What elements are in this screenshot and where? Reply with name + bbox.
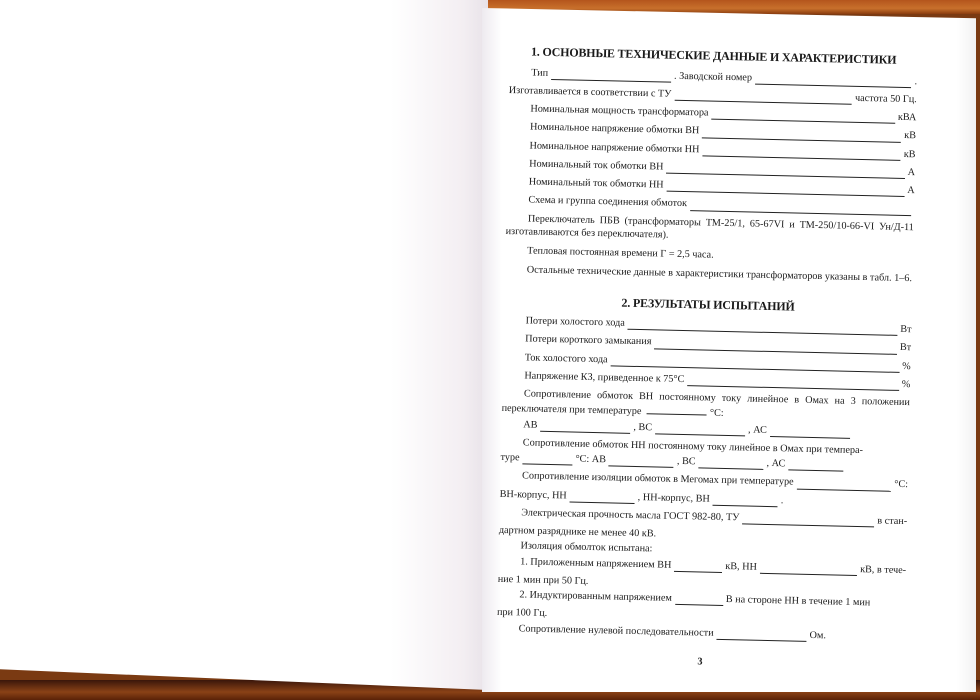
field-label: Ток холостого хода [524,352,608,365]
test1-note: ние 1 мин при 50 Гц. [497,573,589,587]
insulation-row-b: ВН-корпус, НН , НН-корпус, ВН . [499,488,784,507]
ohm-label: Ом. [809,629,827,642]
field-unit: Вт [899,342,912,354]
lv-current-field[interactable] [666,181,904,197]
hv-resistance-label: Сопротивление обмоток ВН постоянному току линейное в Омах на 3 положении переключателя при температуре [501,388,910,418]
test2-note: при 100 Гц. [496,607,548,620]
test1-label: 1. Приложенным напряжением ВН [520,556,672,571]
insulation-temp-field[interactable] [796,478,891,491]
test1-hv-field[interactable] [674,561,722,573]
lv-case-label: , НН-корпус, ВН [637,491,710,505]
hv-bc-field[interactable] [655,423,745,436]
section2-title: 2. РЕЗУЛЬТАТЫ ИСПЫТАНИЙ [621,295,795,314]
field-label: Схема и группа соединения обмоток [528,194,688,210]
field-unit: кВ [903,148,916,160]
tu-label: Изготавливается в соответствии с ТУ [508,84,672,100]
serial-field[interactable] [755,73,912,88]
lv-temp-field[interactable] [522,454,572,466]
serial-label: . Заводской номер [673,70,753,84]
test2-suffix: В на стороне НН в течение 1 мин [725,594,871,609]
field-label: Напряжение КЗ, приведенное к 75°С [524,370,685,385]
type-row: Тип . Заводской номер . [531,67,918,87]
ac-label: , АС [766,458,786,470]
field-label: Номинальный ток обмотки НН [528,176,664,191]
hv-current-field[interactable] [666,163,905,179]
tu-field[interactable] [674,90,852,105]
field-label: Потери короткого замыкания [525,333,652,348]
no-load-current-field[interactable] [610,355,899,373]
test2-field[interactable] [675,594,723,606]
hv-ab-field[interactable] [540,421,630,434]
field-unit: кВ [904,130,917,142]
field-label: Номинальная мощность трансформатора [530,103,709,119]
test1-suffix: кВ, в тече- [860,563,907,576]
field-unit: А [907,185,915,197]
ab-label: АВ [523,419,538,431]
deg-label: °С: [709,408,724,420]
zero-seq-label: Сопротивление нулевой последовательности [518,623,714,639]
other-note: Остальные технические данные в характеристики трансформаторов указаны в табл. 1–6. [526,264,913,285]
lv-temp-label: туре [500,452,520,464]
oil-suffix: в стан- [877,515,908,528]
page-content [496,40,918,673]
test2-label: 2. Индуктированным напряжением [519,589,672,605]
ac-label: , АС [747,424,767,436]
test1-lv-field[interactable] [760,563,857,576]
no-load-loss-field[interactable] [628,319,898,336]
insulation-tested: Изоляция обмолток испытана: [520,540,653,555]
hv-ac-field[interactable] [770,426,850,439]
oil-label: Электрическая прочность масла ГОСТ 982-80, ТУ [521,507,740,524]
oil-note: дартном разряднике не менее 40 кВ. [498,525,657,540]
field-label: Номинальное напряжение обмотки НН [529,140,700,155]
switch-note: Переключатель ПБВ (трансформаторы ТМ-25/1, 65-67VI и ТМ-250/10-66-VI Ун/Д-11 изготавливаются без переключателя). [505,213,914,241]
insulation-label: Сопротивление изоляции обмоток в Мегомах при температуре [521,470,794,488]
type-label: Тип [531,67,549,79]
short-circuit-loss-field[interactable] [654,338,897,354]
lv-ab-label: °С: АВ [575,453,607,466]
lv-ac-field[interactable] [788,460,843,472]
lv-ab-field[interactable] [609,456,674,468]
type-field[interactable] [551,69,671,83]
field-unit: А [907,166,916,179]
hv-voltage-field[interactable] [702,127,901,143]
freq-label: частота 50 Гц. [854,92,917,106]
lv-bc-field[interactable] [698,458,763,470]
field-unit: Вт [900,324,912,336]
lv-resistance-text: Сопротивление обмоток НН постоянному току линейное в Омах при темпера- [522,437,864,457]
blank-left-page [0,0,488,690]
power-field[interactable] [711,109,895,124]
test1-lv-label: кВ, НН [725,560,758,573]
sc-voltage-field[interactable] [687,375,899,391]
field-label: Номинальный ток обмотки ВН [529,158,664,173]
section1-title: 1. ОСНОВНЫЕ ТЕХНИЧЕСКИЕ ДАННЫЕ И ХАРАКТЕРИСТИКИ [530,44,897,67]
bc-label: , ВС [676,456,696,468]
lv-case-field[interactable] [713,495,778,507]
zero-seq-field[interactable] [716,629,806,642]
hv-case-field[interactable] [570,491,635,503]
deg-label: °С: [894,479,909,491]
bc-label: , ВС [633,421,653,434]
lv-voltage-field[interactable] [702,145,901,160]
connection-group-field[interactable] [690,200,912,216]
hv-case-label: ВН-корпус, НН [499,488,567,502]
thermal-note: Тепловая постоянная времени Г = 2,5 часа. [527,245,714,261]
page-number: 3 [697,656,703,668]
field-label: Номинальное напряжение обмотки ВН [529,121,700,137]
field-unit: % [901,378,911,391]
field-label: Потери холостого хода [525,315,625,329]
oil-tu-field[interactable] [742,514,874,528]
hv-temp-field[interactable] [647,404,707,416]
field-unit: % [902,360,911,372]
field-unit: кВА [897,111,917,124]
